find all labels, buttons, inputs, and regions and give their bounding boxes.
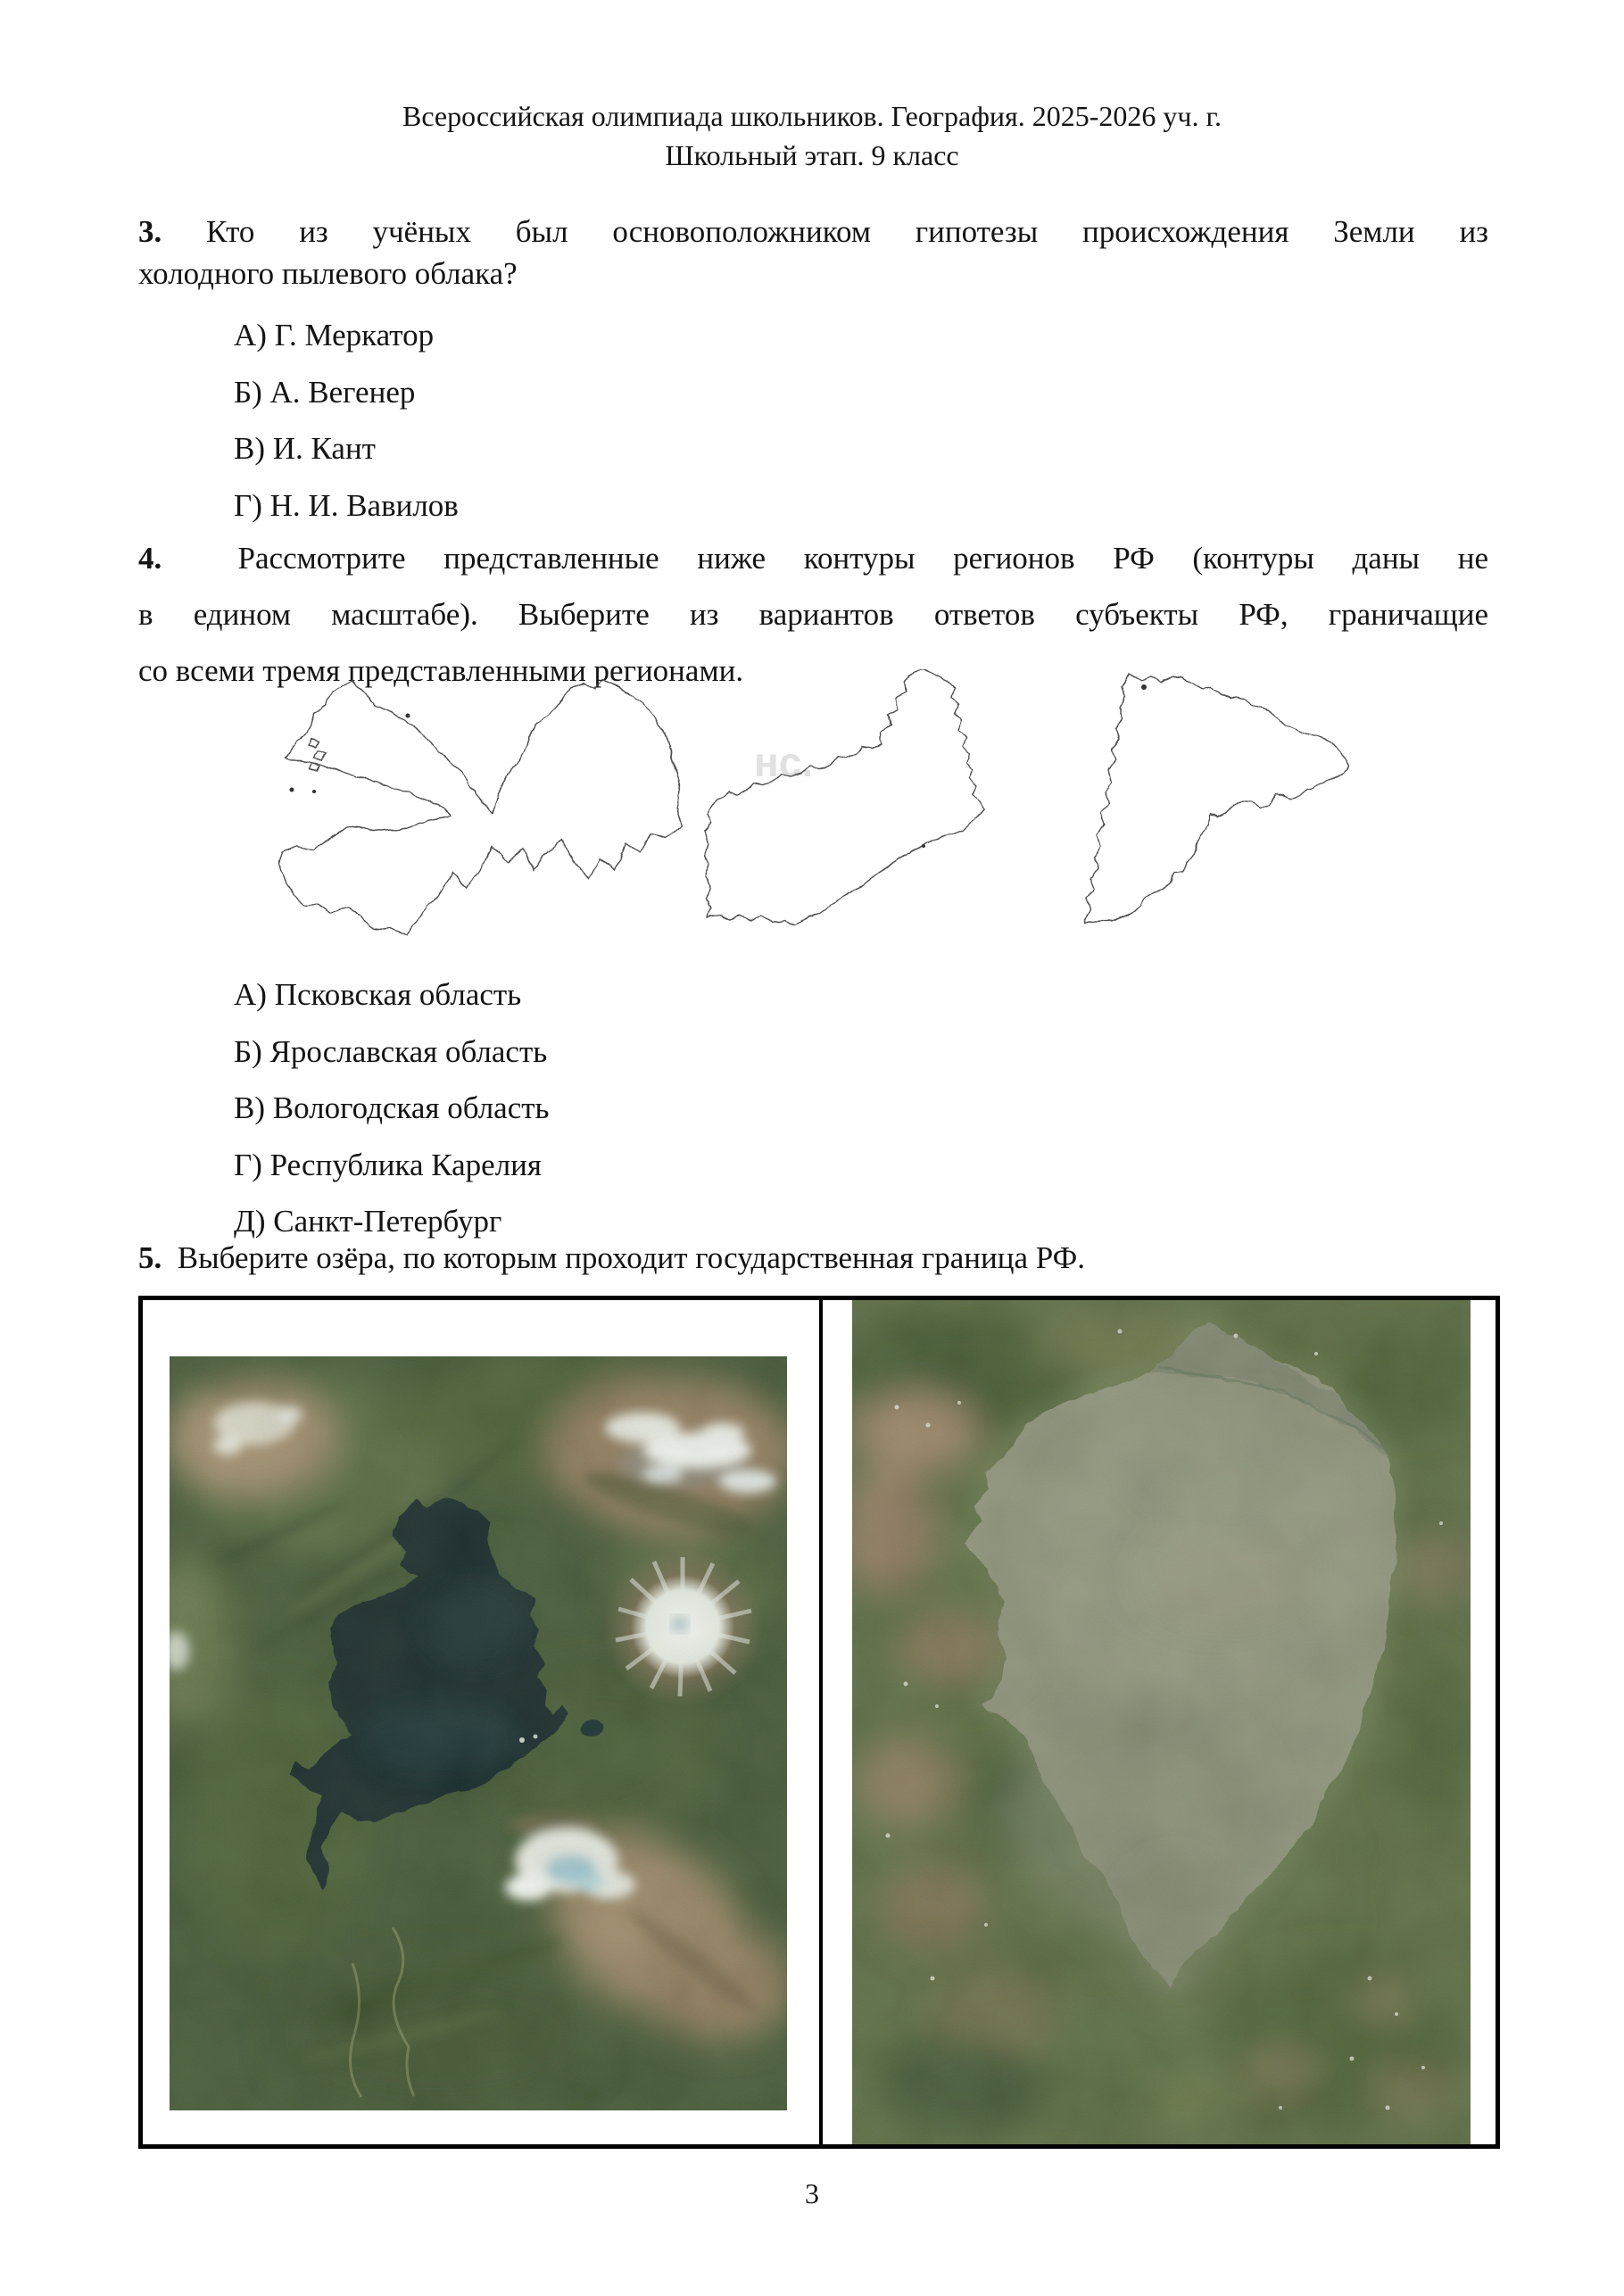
question-3-number: 3. [138,214,162,249]
region-outline-3 [1085,674,1349,923]
region-outlines-svg [268,669,1499,977]
satellite-image-right-lake [852,1300,1471,2144]
q3-option-g: Г) Н. И. Вавилов [234,487,459,523]
question-4-options [234,966,550,1250]
question-3-line-1 [138,211,1488,253]
page-number: 3 [805,2177,819,2209]
question-4-text: Рассмотрите представленные ниже контуры регионов РФ (контуры даны не [237,541,1488,576]
q3-option-b: Б) А. Вегенер [234,374,416,410]
question-5-number: 5. [138,1240,162,1275]
q4-option-d: Д) Санкт-Петербург [234,1204,502,1239]
q3-option-v: В) И. Кант [234,431,376,466]
document-header-line-1: Всероссийская олимпиада школьников. География. 2025-2026 уч. г. [402,100,1222,132]
question-4-line-3: со всеми тремя представленными регионами. [138,653,744,688]
q4-option-b: Б) Ярославская область [234,1033,548,1069]
question-4-number: 4. [138,541,162,576]
question-5-text: Выберите озёра, по которым проходит государственная граница РФ. [177,1240,1086,1275]
region-outline-1 [278,680,683,935]
satellite-image-left-lake [170,1356,787,2110]
question-3-line-2: холодного пылевого облака? [138,256,518,291]
right-satellite-svg [852,1300,1471,2144]
question-4-line-2: в едином масштабе). Выберите из вариантов ответов субъекты РФ, граничащие [138,597,1488,632]
question-3-options [234,307,459,534]
question-4-line-1 [138,530,1488,586]
question-3-text: Кто из учёных был основоположником гипотезы происхождения Земли из [206,214,1489,249]
watermark-text: нс. [754,739,814,785]
region-outline-2 [705,669,985,924]
question-3 [138,211,1488,294]
document-header-line-2: Школьный этап. 9 класс [665,139,959,171]
photo-frame-divider [819,1300,823,2144]
region-outline-figures [268,669,1499,977]
question-5-line-1 [138,1237,1488,1279]
satellite-photos-frame [138,1296,1500,2149]
q4-option-a: А) Псковская область [234,977,522,1012]
q3-option-a: А) Г. Меркатор [234,318,435,352]
q4-option-g: Г) Республика Карелия [234,1147,542,1182]
question-5 [138,1237,1488,1279]
q4-option-v: В) Вологодская область [234,1090,550,1125]
left-satellite-svg [170,1356,787,2110]
